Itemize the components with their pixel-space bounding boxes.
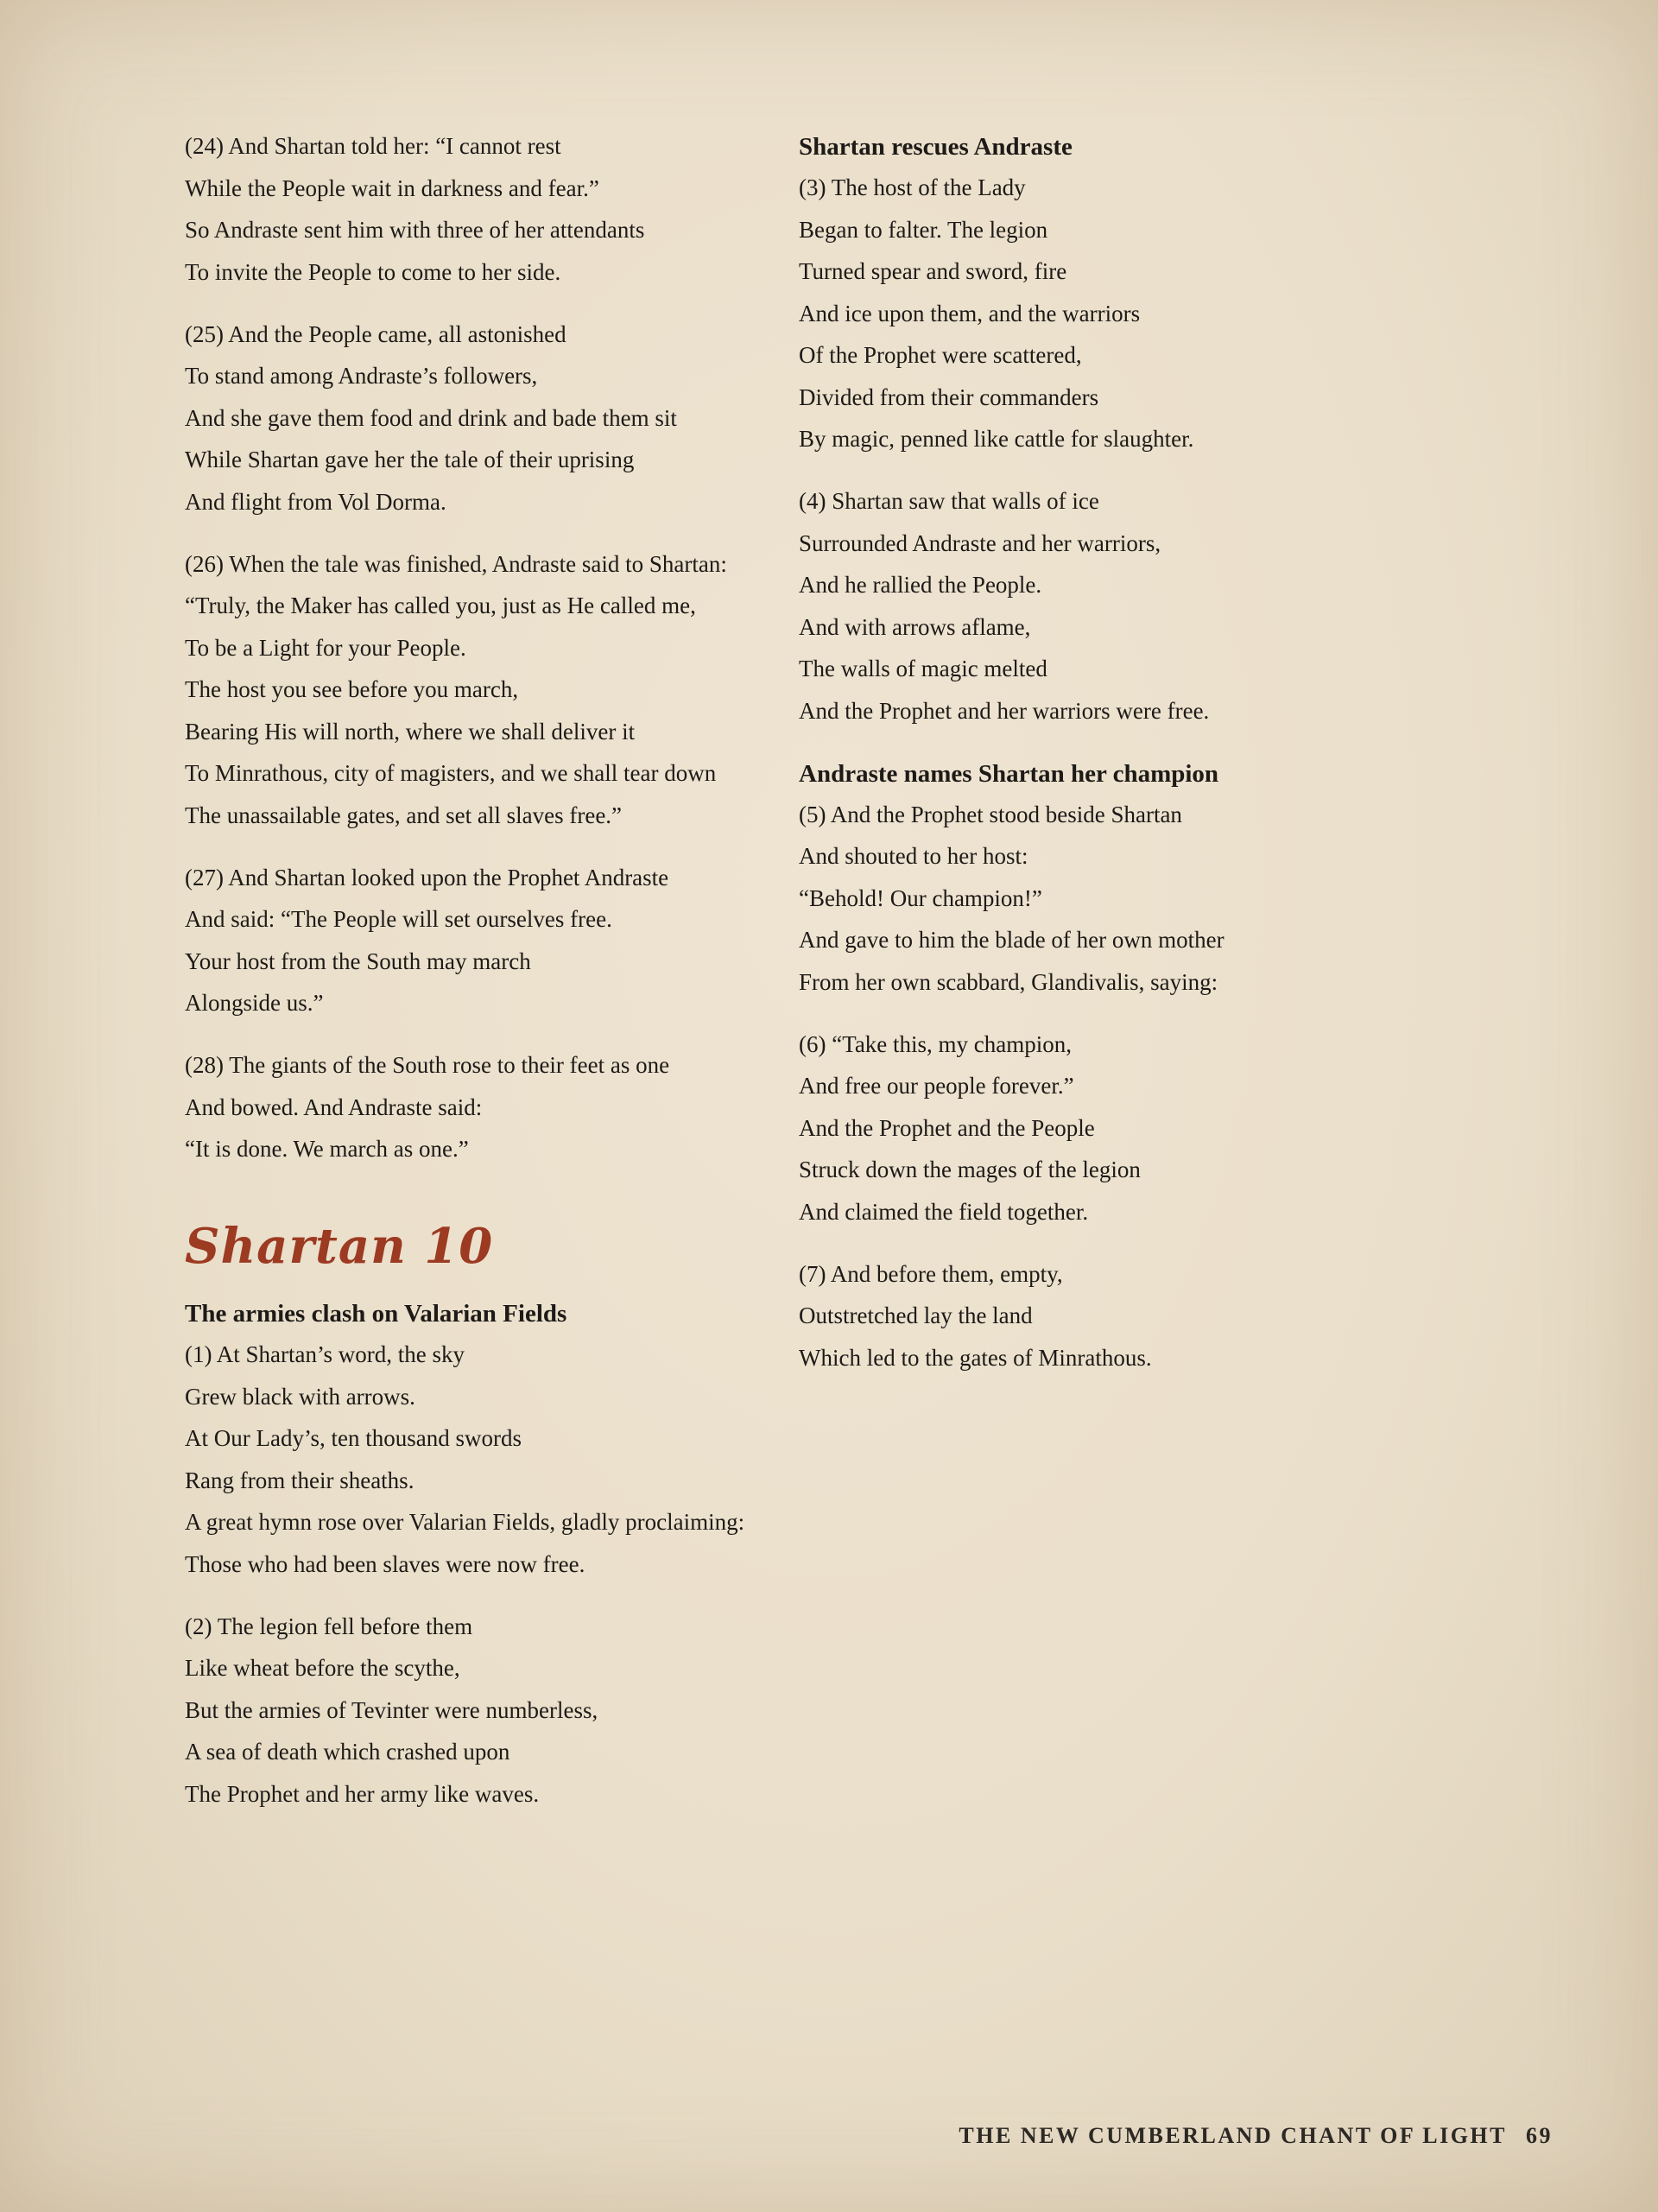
verse-line: By magic, penned like cattle for slaughter.: [799, 426, 1194, 452]
verse-line: And with arrows aflame,: [799, 613, 1031, 640]
verse-line: (6) “Take this, my champion,: [799, 1030, 1073, 1057]
verse-group: [185, 131, 789, 1163]
verse-line: Your host from the South may march: [185, 948, 531, 974]
verse-line: Divided from their commanders: [799, 383, 1099, 410]
verse-line: The unassailable gates, and set all slaves free.”: [185, 802, 623, 828]
verse-line: To invite the People to come to her side.: [185, 258, 561, 285]
verse-line: (28) The giants of the South rose to their feet as one: [185, 1052, 670, 1078]
verse-line: “Truly, the Maker has called you, just as He called me,: [185, 593, 696, 618]
verse-line: (26) When the tale was finished, Andraste said to Shartan:: [185, 550, 727, 577]
verse-stanza: [799, 1259, 1403, 1372]
verse-line: And free our people forever.”: [799, 1073, 1074, 1099]
verse-stanza: [799, 173, 1403, 453]
verse-line: Which led to the gates of Minrathous.: [799, 1344, 1152, 1371]
verse-line: And the Prophet and the People: [799, 1114, 1095, 1141]
verse-stanza: [799, 486, 1403, 726]
chapter-title: Shartan 10: [185, 1218, 494, 1275]
verse-line: To be a Light for your People.: [185, 634, 466, 661]
verse-line: (2) The legion fell before them: [185, 1613, 473, 1639]
verse-line: Grew black with arrows.: [185, 1383, 415, 1410]
verse-stanza: [185, 549, 789, 830]
verse-line: And gave to him the blade of her own mother: [799, 927, 1225, 953]
verse-stanza: [185, 320, 789, 517]
page-number: 69: [1526, 2123, 1553, 2148]
verse-line: Those who had been slaves were now free.: [185, 1550, 585, 1577]
running-title: THE NEW CUMBERLAND CHANT OF LIGHT: [959, 2123, 1507, 2148]
verse-line: And he rallied the People.: [799, 572, 1042, 598]
section-heading: The armies clash on Valarian Fields: [185, 1300, 567, 1328]
verse-stanza: [185, 863, 789, 1018]
verse-line: And claimed the field together.: [799, 1198, 1089, 1225]
verse-line: But the armies of Tevinter were numberless,: [185, 1696, 598, 1723]
verse-line: The Prophet and her army like waves.: [185, 1780, 540, 1807]
verse-line: “Behold! Our champion!”: [799, 884, 1042, 911]
verse-line: To Minrathous, city of magisters, and we shall tear down: [185, 760, 717, 786]
verse-line: While the People wait in darkness and fear.”: [185, 174, 599, 201]
verse-line: Bearing His will north, where we shall deliver it: [185, 718, 636, 745]
verse-stanza: [799, 800, 1403, 997]
verse-line: And bowed. And Andraste said:: [185, 1093, 483, 1120]
section-heading: Andraste names Shartan her champion: [799, 759, 1219, 788]
verse-line: A sea of death which crashed upon: [185, 1739, 510, 1765]
verse-line: “It is done. We march as one.”: [185, 1136, 469, 1162]
section-heading: Shartan rescues Andraste: [799, 133, 1073, 161]
verse-line: A great hymn rose over Valarian Fields, gladly proclaiming:: [185, 1509, 745, 1535]
verse-line: Alongside us.”: [185, 990, 324, 1016]
verse-line: (4) Shartan saw that walls of ice: [799, 488, 1099, 514]
verse-group: [799, 173, 1403, 726]
verse-line: And said: “The People will set ourselves free.: [185, 906, 612, 932]
verse-stanza: [799, 1030, 1403, 1226]
verse-line: Turned spear and sword, fire: [799, 258, 1067, 284]
verse-line: And the Prophet and her warriors were free.: [799, 697, 1210, 724]
verse-line: (7) And before them, empty,: [799, 1260, 1063, 1287]
verse-line: And she gave them food and drink and bade them sit: [185, 404, 677, 431]
page-footer: [959, 2123, 1553, 2149]
verse-group: [185, 1340, 789, 1809]
verse-line: While Shartan gave her the tale of their uprising: [185, 447, 635, 472]
left-column: [185, 131, 789, 1841]
verse-line: (25) And the People came, all astonished: [185, 320, 566, 347]
verse-line: (24) And Shartan told her: “I cannot rest: [185, 133, 561, 159]
verse-line: At Our Lady’s, ten thousand swords: [185, 1425, 522, 1451]
verse-line: Outstretched lay the land: [799, 1302, 1033, 1328]
verse-line: Like wheat before the scythe,: [185, 1655, 460, 1681]
verse-line: (5) And the Prophet stood beside Shartan: [799, 801, 1182, 827]
verse-line: (27) And Shartan looked upon the Prophet Andraste: [185, 864, 669, 891]
verse-stanza: [185, 131, 789, 287]
verse-line: (3) The host of the Lady: [799, 174, 1026, 200]
verse-line: To stand among Andraste’s followers,: [185, 363, 538, 389]
verse-line: And shouted to her host:: [799, 843, 1028, 869]
verse-line: The walls of magic melted: [799, 656, 1047, 681]
verse-line: And flight from Vol Dorma.: [185, 488, 446, 515]
right-column: [799, 131, 1403, 1405]
verse-line: And ice upon them, and the warriors: [799, 300, 1141, 326]
verse-stanza: [185, 1050, 789, 1163]
verse-line: (1) At Shartan’s word, the sky: [185, 1341, 465, 1367]
verse-line: Rang from their sheaths.: [185, 1467, 414, 1493]
verse-line: Of the Prophet were scattered,: [799, 342, 1082, 368]
verse-stanza: [185, 1612, 789, 1809]
verse-line: Surrounded Andraste and her warriors,: [799, 529, 1161, 556]
verse-line: Struck down the mages of the legion: [799, 1157, 1141, 1182]
verse-line: The host you see before you march,: [185, 676, 519, 702]
verse-line: Began to falter. The legion: [799, 216, 1048, 243]
verse-line: So Andraste sent him with three of her attendants: [185, 217, 645, 243]
verse-stanza: [185, 1340, 789, 1579]
verse-group: [799, 800, 1403, 1372]
verse-line: From her own scabbard, Glandivalis, saying:: [799, 968, 1218, 995]
